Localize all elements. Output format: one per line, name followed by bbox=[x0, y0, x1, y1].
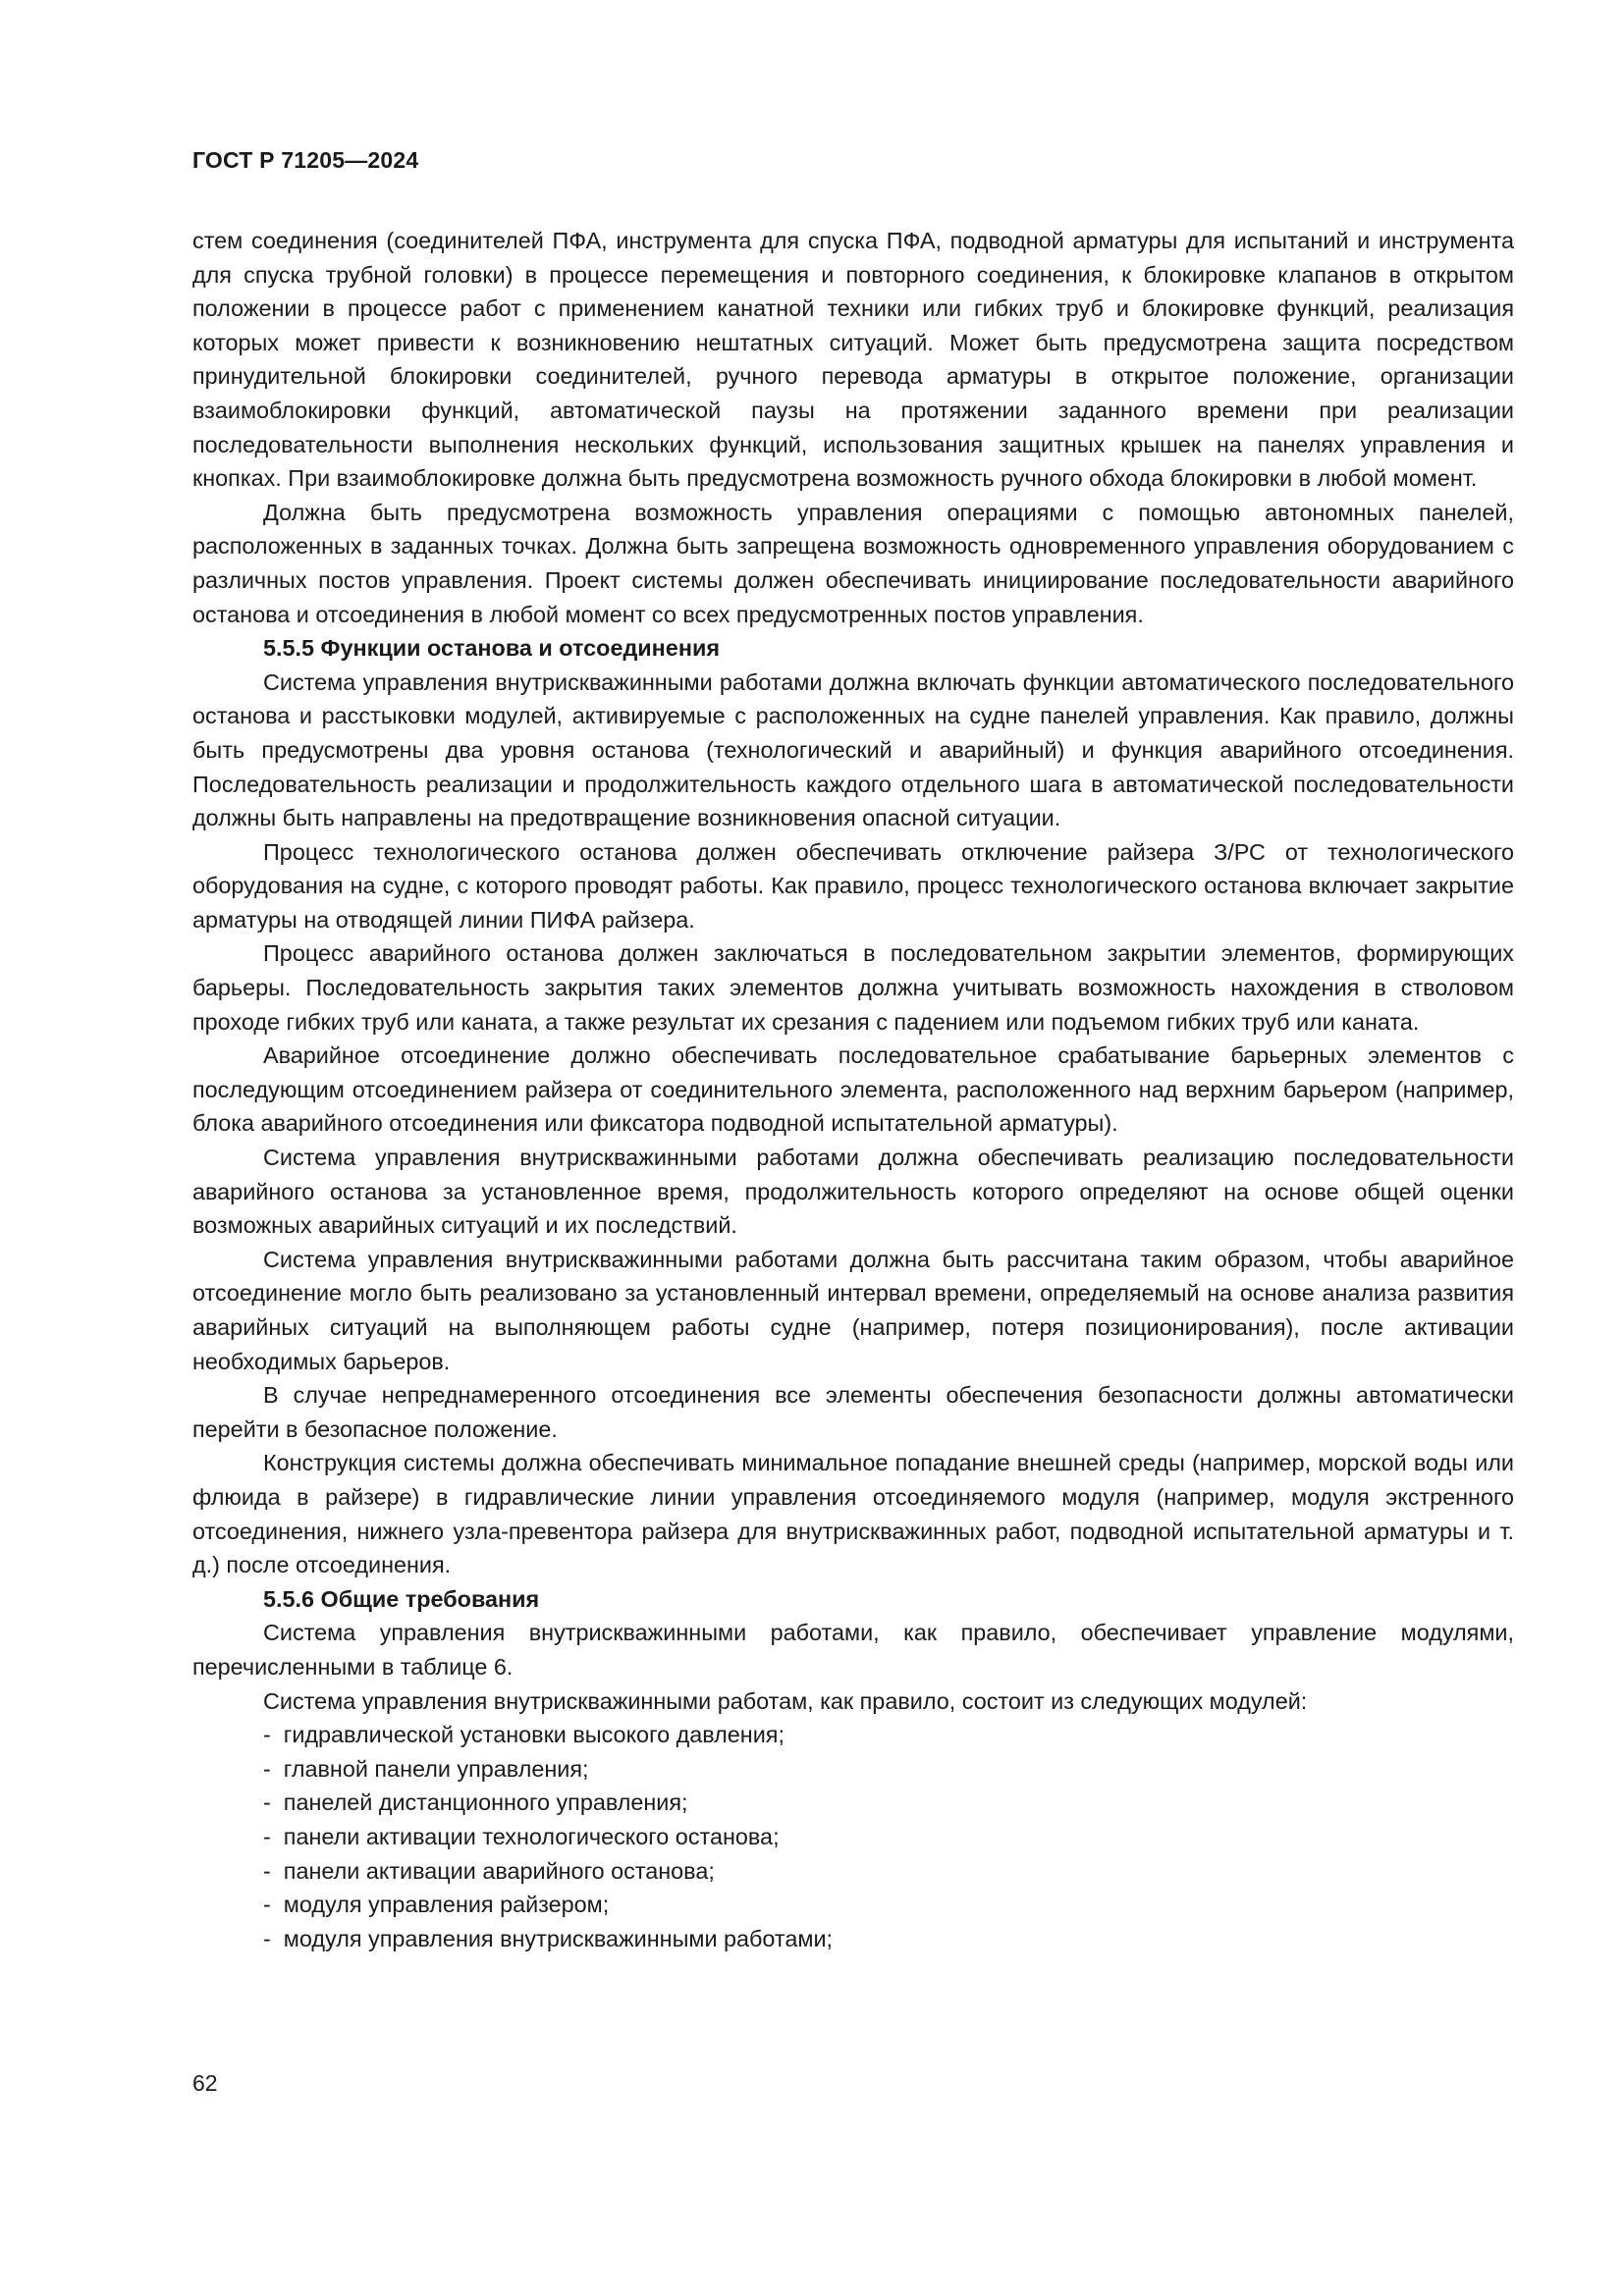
paragraph: Система управления внутрискважинными работам, как правило, состоит из следующих модулей: bbox=[263, 1687, 1308, 1714]
list-item: - модуля управления внутрискважинными работами; bbox=[263, 1922, 1514, 1956]
paragraph: Должна быть предусмотрена возможность управления операциями с помощью автономных панелей, расположенных в заданных точках. Должна быть запрещена возможность одновременного управления оборудованием с различных постов управления. Проект системы должен обеспечивать инициирование последовательности аварийного останова и отсоединения в любой момент со всех предусмотренных постов управления. bbox=[192, 499, 1514, 627]
section-heading-5-5-5: 5.5.5 Функции останова и отсоединения bbox=[263, 635, 720, 662]
paragraph: Аварийное отсоединение должно обеспечивать последовательное срабатывание барьерных элементов с последующим отсоединением райзера от соединительного элемента, расположенного над верхним барьером (например, блока аварийного отсоединения или фиксатора подводной испытательной арматуры). bbox=[192, 1042, 1514, 1137]
section-heading-5-5-6: 5.5.6 Общие требования bbox=[263, 1585, 540, 1612]
paragraph-continuation: стем соединения (соединителей ПФА, инструмента для спуска ПФА, подводной арматуры для испытаний и инструмента для спуска трубной головки) в процессе перемещения и повторного соединения, к блокировке клапанов в открытом положении в процессе работ с применением канатной техники или гибких труб и блокировке функций, реализация которых может привести к возникновению нештатных ситуаций. Может быть предусмотрена защита посредством принудительной блокировки соединителей, ручного перевода арматуры в открытое положение, организации взаимоблокировки функций, автоматической паузы на протяжении заданного времени при реализации последовательности выполнения нескольких функций, использования защитных крышек на панелях управления и кнопках. При взаимоблокировке должна быть предусмотрена возможность ручного обхода блокировки в любой момент. bbox=[192, 228, 1514, 492]
list-item: - панели активации аварийного останова; bbox=[263, 1854, 1514, 1889]
paragraph: В случае непреднамеренного отсоединения все элементы обеспечения безопасности должны автоматически перейти в безопасное положение. bbox=[192, 1382, 1514, 1442]
page-content bbox=[192, 224, 1514, 1955]
paragraph: Система управления внутрискважинными работами, как правило, обеспечивает управление модулями, перечисленными в таблице 6. bbox=[192, 1620, 1514, 1680]
page-number: 62 bbox=[192, 2070, 218, 2096]
paragraph: Процесс технологического останова должен обеспечивать отключение райзера З/РС от технологического оборудования на судне, с которого проводят работы. Как правило, процесс технологического останова включает закрытие арматуры на отводящей линии ПИФА райзера. bbox=[192, 838, 1514, 933]
list-item: - модуля управления райзером; bbox=[263, 1888, 1514, 1922]
standard-title: ГОСТ Р 71205—2024 bbox=[192, 147, 419, 173]
list-item: - гидравлической установки высокого давления; bbox=[263, 1718, 1514, 1752]
module-list bbox=[192, 1718, 1514, 1955]
list-item: - главной панели управления; bbox=[263, 1752, 1514, 1787]
paragraph: Конструкция системы должна обеспечивать минимальное попадание внешней среды (например, морской воды или флюида в райзере) в гидравлические линии управления отсоединяемого модуля (например, модуля экстренного отсоединения, нижнего узла-превентора райзера для внутрискважинных работ, подводной испытательной арматуры и т. д.) после отсоединения. bbox=[192, 1450, 1514, 1578]
paragraph: Процесс аварийного останова должен заключаться в последовательном закрытии элементов, формирующих барьеры. Последовательность закрытия таких элементов должна учитывать возможность нахождения в стволовом проходе гибких труб или каната, а также результат их срезания с падением или подъемом гибких труб или каната. bbox=[192, 940, 1514, 1035]
paragraph: Система управления внутрискважинными работами должна быть рассчитана таким образом, чтобы аварийное отсоединение могло быть реализовано за установленный интервал времени, определяемый на основе анализа развития аварийных ситуаций на выполняющем работы судне (например, потеря позиционирования), после активации необходимых барьеров. bbox=[192, 1246, 1514, 1374]
paragraph: Система управления внутрискважинными работами должна обеспечивать реализацию последовательности аварийного останова за установленное время, продолжительность которого определяют на основе общей оценки возможных аварийных ситуаций и их последствий. bbox=[192, 1145, 1514, 1239]
list-item: - панели активации технологического останова; bbox=[263, 1820, 1514, 1854]
paragraph: Система управления внутрискважинными работами должна включать функции автоматического последовательного останова и расстыковки модулей, активируемые с расположенных на судне панелей управления. Как правило, должны быть предусмотрены два уровня останова (технологический и аварийный) и функция аварийного отсоединения. Последовательность реализации и продолжительность каждого отдельного шага в автоматической последовательности должны быть направлены на предотвращение возникновения опасной ситуации. bbox=[192, 668, 1514, 831]
list-item: - панелей дистанционного управления; bbox=[263, 1786, 1514, 1820]
